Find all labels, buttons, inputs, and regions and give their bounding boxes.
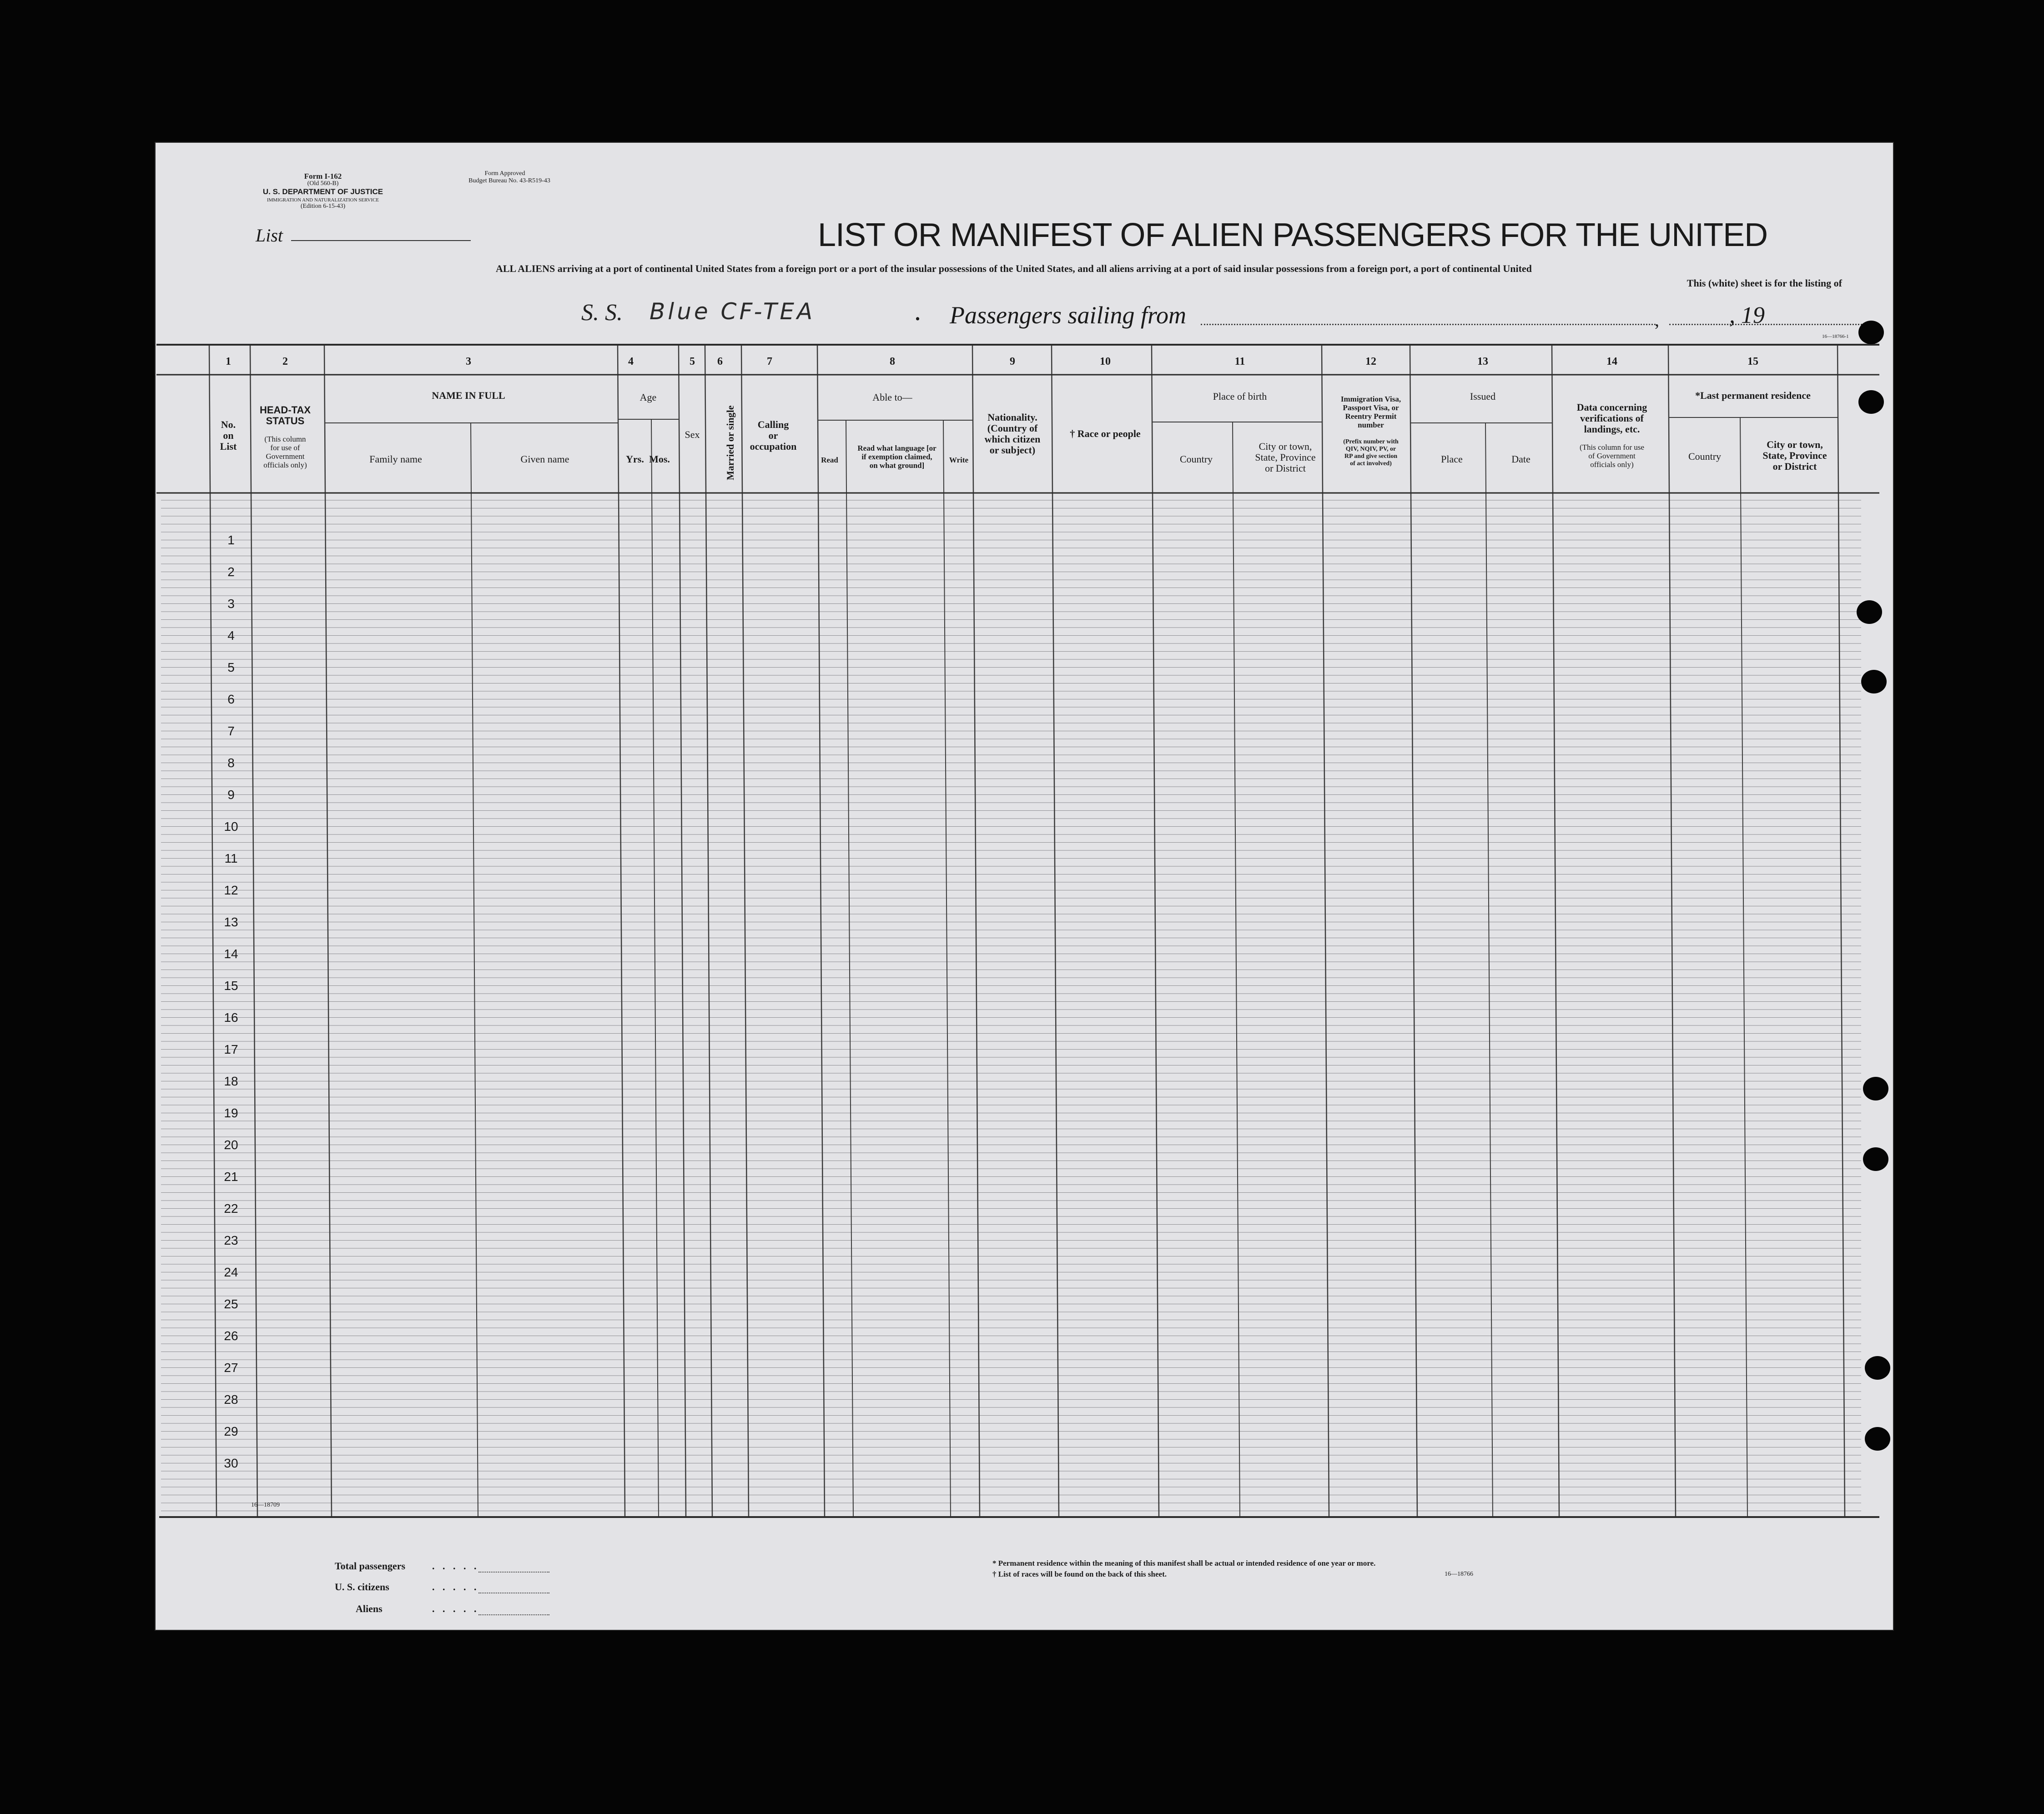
form-title: LIST OR MANIFEST OF ALIEN PASSENGERS FOR THE UNITED bbox=[818, 217, 1768, 253]
service-name: IMMIGRATION AND NATURALIZATION SERVICE bbox=[267, 197, 379, 203]
header-residence-city: City or town, State, Province or District bbox=[1762, 439, 1827, 472]
aliens-label: Aliens bbox=[356, 1603, 383, 1614]
column-divider bbox=[1152, 345, 1159, 1517]
header-issued-date: Date bbox=[1511, 453, 1530, 465]
ss-label: S. S. bbox=[581, 300, 623, 326]
punch-hole bbox=[1865, 1427, 1890, 1451]
passengers-sailing-label: Passengers sailing from bbox=[950, 301, 1187, 329]
col-number-10: 10 bbox=[1100, 356, 1111, 367]
footnote-permanent-residence: * Permanent residence within the meaning of this manifest shall be actual or intended residence of one year or more. bbox=[992, 1559, 1376, 1568]
punch-hole bbox=[1865, 1356, 1890, 1380]
department-name: U. S. DEPARTMENT OF JUSTICE bbox=[262, 187, 383, 196]
header-name-in-full: NAME IN FULL bbox=[432, 390, 505, 401]
header-nationality: Nationality. (Country of which citizen or subject) bbox=[984, 412, 1041, 456]
total-passengers-label: Total passengers bbox=[335, 1560, 406, 1572]
bottom-form-code: 16—18709 bbox=[251, 1502, 280, 1508]
header-married-or-single: Married or single bbox=[725, 405, 736, 480]
header-place-of-birth: Place of birth bbox=[1213, 391, 1267, 402]
column-divider bbox=[209, 345, 216, 1517]
manifest-grid bbox=[155, 142, 1894, 1631]
col-number-11: 11 bbox=[1234, 356, 1245, 367]
header-visa-number: Immigration Visa, Passport Visa, or Reentry Permit number bbox=[1340, 395, 1401, 429]
header-age-years: Yrs. bbox=[626, 453, 644, 465]
column-divider bbox=[972, 345, 980, 1517]
column-divider bbox=[1838, 345, 1845, 1517]
column-divider bbox=[324, 345, 332, 1517]
punch-hole bbox=[1863, 1077, 1888, 1100]
header-age: Age bbox=[639, 392, 657, 403]
header-issued-place: Place bbox=[1441, 453, 1463, 465]
header-given-name: Given name bbox=[520, 453, 569, 465]
header-data-concerning: Data concerning verifications of landings, etc. bbox=[1576, 402, 1647, 435]
col-number-9: 9 bbox=[1010, 356, 1015, 367]
footnote-race-list: † List of races will be found on the back of this sheet. bbox=[992, 1570, 1167, 1578]
header-age-months: Mos. bbox=[649, 453, 670, 465]
year-label: , 19 bbox=[1729, 302, 1765, 328]
col-number-2: 2 bbox=[282, 356, 288, 367]
column-divider bbox=[1322, 345, 1329, 1517]
header-able-to: Able to— bbox=[872, 392, 912, 403]
punch-hole bbox=[1863, 1147, 1888, 1171]
col-number-12: 12 bbox=[1365, 356, 1376, 367]
header-read-language: Read what language [or if exemption claimed, on what ground] bbox=[857, 444, 936, 470]
col-number-15: 15 bbox=[1747, 356, 1758, 367]
budget-bureau-number: Budget Bureau No. 43-R519-43 bbox=[468, 177, 550, 184]
corner-code: 16—18766-1 bbox=[1822, 334, 1849, 339]
header-last-residence: *Last permanent residence bbox=[1695, 390, 1811, 401]
col-number-4: 4 bbox=[628, 356, 634, 367]
column-divider bbox=[1052, 345, 1059, 1517]
col-number-14: 14 bbox=[1606, 356, 1617, 367]
list-label: List bbox=[256, 225, 283, 246]
header-race-or-people: † Race or people bbox=[1070, 428, 1141, 439]
form-subtitle: ALL ALIENS arriving at a port of continental United States from a foreign port or a port of the insular possessions of the United States, and all aliens arriving at a port of said insular possessions from a foreign port, a port of continental United bbox=[496, 263, 1532, 274]
header-visa-note: (Prefix number with QIV, NQIV, PV, or RP and give section of act involved) bbox=[1343, 438, 1399, 467]
manifest-sheet: Form I-162 (Old 560-B) U. S. DEPARTMENT OF JUSTICE IMMIGRATION AND NATURALIZATION SERVICE (Edition 6-15-43) Form Approved Budget Bureau No. 43-R519-43 List LIST OR MANIFEST OF ALIEN PASSENGERS FOR THE UNITED ALL ALIENS arriving at a port of continental United States from a foreign port or a port of the insular possessions of the United States, and all aliens arriving at a port of said insular possessions from a foreign port, a port of continental United This (white) sheet is for the listing of S. S. Blue CF-TEA . Passengers sailing from , , 19 16—18766-1 1 2 3 4 5 6 7 8 9 10 11 12 13 14 15 No. on List HEAD-TAX STATUS (This column for use of Government officials only) NAME IN FULL Family name Given name Age Yrs. Mos. Sex Married or single Calling or occupation Able to— Read Read what language [or if exemption claimed, on what ground] Write Nationality. (Country of which citizen or subject) † Race or people Place of birth Country City or town, State, Province or District Immigration Visa, Passport Visa, or Reentry Permit number (Prefix number with QIV, NQIV, PV, or RP and give section of act involved) Issued Place Date Data concerning verifications of landings, etc. (This column for use of Government officials only) *Last permanent residence Country City or town, State, Province or District 1 2 3 4 5 6 7 8 9 10 11 12 13 14 15 16 17 18 19 20 21 22 23 24 25 26 27 28 29 30 16—18709 Total passengers . . . . . U. S. citizens . . . . . Aliens . . . . . * Permanent residence within the meaning of this manifest shall be actual or intended residence of one year or more. † List of races will be found on the back of this sheet. 16—18766 bbox=[155, 142, 1894, 1631]
form-number: Form I-162 bbox=[304, 172, 342, 181]
total-passengers-field[interactable] bbox=[478, 1572, 549, 1573]
column-divider bbox=[741, 345, 749, 1517]
column-divider bbox=[1410, 345, 1417, 1517]
aliens-field[interactable] bbox=[478, 1614, 549, 1615]
footnote-form-code: 16—18766 bbox=[1445, 1571, 1473, 1578]
header-head-tax-note: (This column for use of Government officials only) bbox=[263, 435, 307, 469]
col-number-1: 1 bbox=[226, 356, 231, 367]
header-birth-city: City or town, State, Province or District bbox=[1255, 441, 1316, 474]
ship-name-handwritten: Blue CF-TEA bbox=[649, 298, 816, 325]
column-divider bbox=[705, 345, 712, 1517]
col-number-3: 3 bbox=[466, 356, 471, 367]
header-data-note: (This column for use of Government officials only) bbox=[1579, 443, 1645, 469]
form-approved: Form Approved bbox=[484, 170, 525, 177]
col-number-13: 13 bbox=[1477, 356, 1488, 367]
punch-hole bbox=[1858, 321, 1884, 344]
header-no-on-list: No. on List bbox=[220, 419, 237, 452]
subcolumn-divider bbox=[651, 419, 659, 1517]
subcolumn-divider bbox=[1740, 417, 1747, 1517]
header-birth-country: Country bbox=[1179, 453, 1213, 465]
column-divider bbox=[679, 345, 686, 1517]
form-subtitle-continued: This (white) sheet is for the listing of bbox=[1687, 277, 1842, 289]
old-form-number: (Old 560-B) bbox=[307, 180, 339, 187]
header-residence-country: Country bbox=[1688, 451, 1722, 462]
column-divider bbox=[250, 345, 257, 1517]
column-divider bbox=[1552, 345, 1559, 1517]
col-number-5: 5 bbox=[690, 356, 695, 367]
col-number-6: 6 bbox=[717, 356, 723, 367]
column-divider bbox=[817, 345, 825, 1517]
subcolumn-divider bbox=[943, 420, 951, 1517]
header-sex: Sex bbox=[685, 429, 700, 440]
header-write: Write bbox=[949, 456, 969, 464]
us-citizens-label: U. S. citizens bbox=[335, 1581, 389, 1593]
header-head-tax-status: HEAD-TAX STATUS bbox=[259, 404, 311, 427]
column-divider bbox=[1668, 345, 1676, 1517]
col-number-8: 8 bbox=[890, 356, 895, 367]
edition-date: (Edition 6-15-43) bbox=[300, 203, 346, 210]
header-issued: Issued bbox=[1470, 391, 1496, 402]
punch-hole bbox=[1857, 600, 1882, 624]
subcolumn-divider bbox=[846, 420, 853, 1517]
punch-hole bbox=[1858, 390, 1884, 414]
header-family-name: Family name bbox=[369, 453, 422, 465]
header-read: Read bbox=[821, 456, 838, 464]
header-calling-occupation: Calling or occupation bbox=[750, 419, 797, 452]
column-divider bbox=[618, 345, 625, 1517]
punch-hole bbox=[1861, 670, 1887, 693]
col-number-7: 7 bbox=[767, 356, 772, 367]
